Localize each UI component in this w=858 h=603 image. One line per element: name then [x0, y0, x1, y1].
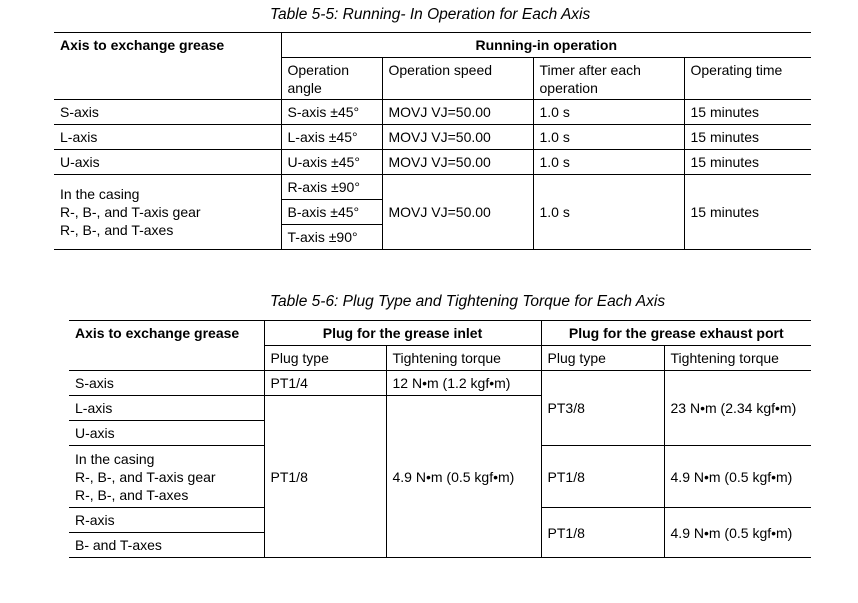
- table-5-5-caption: Table 5-5: Running- In Operation for Each Axis: [270, 6, 591, 23]
- col-operating-time: Operating time: [684, 58, 811, 100]
- exhaust-torque-rbt: 4.9 N•m (0.5 kgf•m): [664, 508, 811, 558]
- header-exhaust: Plug for the grease exhaust port: [541, 321, 811, 346]
- row-speed: MOVJ VJ=50.00: [382, 175, 533, 250]
- table-row: [54, 125, 811, 150]
- axis-r: R-axis: [69, 508, 264, 533]
- row-speed: MOVJ VJ=50.00: [382, 100, 533, 125]
- inlet-plug-s: PT1/4: [264, 371, 386, 396]
- col-operation-angle: Operation angle: [281, 58, 382, 100]
- axis-bt: B- and T-axes: [75, 537, 162, 553]
- row-axis: L-axis: [54, 125, 281, 150]
- row-axis-casing: In the casing R-, B-, and T-axis gear R-, B-, and T-axes: [54, 175, 281, 250]
- row-speed: MOVJ VJ=50.00: [382, 125, 533, 150]
- row-timer: 1.0 s: [533, 150, 684, 175]
- sub-plug-type-exhaust: Plug type: [541, 346, 664, 371]
- header-axis: Axis to exchange grease: [75, 325, 240, 342]
- exhaust-plug-rbt: PT1/8: [541, 508, 664, 558]
- row-angle: R-axis ±90°: [281, 175, 382, 200]
- axis-casing: In the casing R-, B-, and T-axis gear R-, B-, and T-axes: [69, 446, 264, 508]
- col-operation-speed: Operation speed: [382, 58, 533, 100]
- table-row: [54, 175, 811, 200]
- header-axis-spacer: [69, 346, 264, 371]
- sub-torque-exhaust: Tightening torque: [664, 346, 811, 371]
- exhaust-plug-casing: PT1/8: [541, 446, 664, 508]
- row-time: 15 minutes: [684, 100, 811, 125]
- inlet-plug-rest: PT1/8: [264, 396, 386, 558]
- plug-torque-table: [69, 320, 811, 558]
- col-timer: Timer after each operation: [533, 58, 684, 100]
- sub-torque-inlet: Tightening torque: [386, 346, 541, 371]
- inlet-torque-rest: 4.9 N•m (0.5 kgf•m): [386, 396, 541, 558]
- inlet-torque-s: 12 N•m (1.2 kgf•m): [386, 371, 541, 396]
- sub-plug-type-inlet: Plug type: [264, 346, 386, 371]
- header-inlet: Plug for the grease inlet: [264, 321, 541, 346]
- row-angle: B-axis ±45°: [281, 200, 382, 225]
- exhaust-torque-slu: 23 N•m (2.34 kgf•m): [664, 371, 811, 446]
- table-5-6-caption: Table 5-6: Plug Type and Tightening Torque for Each Axis: [270, 293, 666, 310]
- row-timer: 1.0 s: [533, 100, 684, 125]
- row-speed: MOVJ VJ=50.00: [382, 150, 533, 175]
- row-timer: 1.0 s: [533, 125, 684, 150]
- row-time: 15 minutes: [684, 125, 811, 150]
- exhaust-torque-casing: 4.9 N•m (0.5 kgf•m): [664, 446, 811, 508]
- row-timer: 1.0 s: [533, 175, 684, 250]
- row-time: 15 minutes: [684, 150, 811, 175]
- header-axis: Axis to exchange grease: [60, 37, 225, 53]
- row-axis: U-axis: [54, 150, 281, 175]
- axis-l: L-axis: [69, 396, 264, 421]
- header-running-in: Running-in operation: [281, 33, 811, 58]
- row-axis: S-axis: [54, 100, 281, 125]
- table-row: [54, 150, 811, 175]
- row-angle: T-axis ±90°: [281, 225, 382, 250]
- table-row: [69, 371, 811, 396]
- exhaust-plug-slu: PT3/8: [541, 371, 664, 446]
- row-angle: S-axis ±45°: [281, 100, 382, 125]
- row-angle: L-axis ±45°: [281, 125, 382, 150]
- axis-u: U-axis: [69, 421, 264, 446]
- axis-s: S-axis: [69, 371, 264, 396]
- table-row: [54, 100, 811, 125]
- row-angle: U-axis ±45°: [281, 150, 382, 175]
- row-time: 15 minutes: [684, 175, 811, 250]
- running-in-table: [54, 32, 811, 250]
